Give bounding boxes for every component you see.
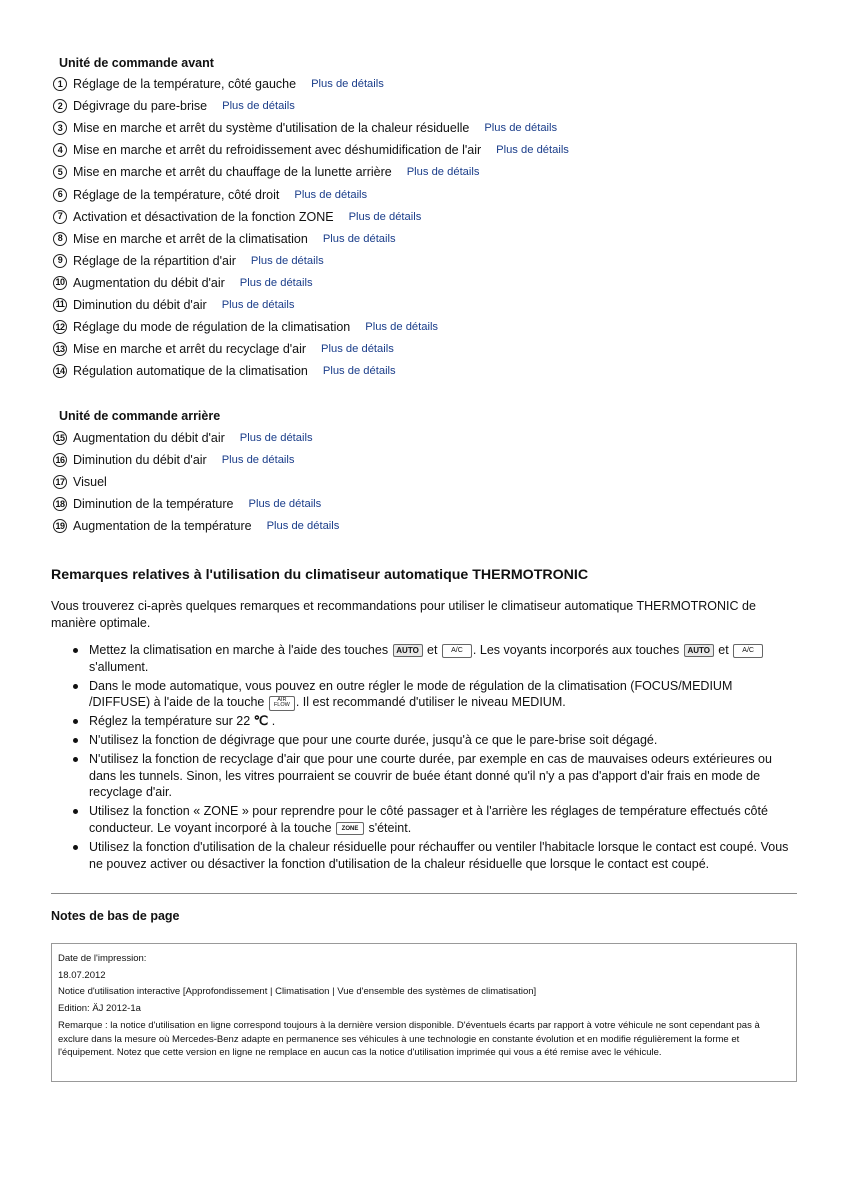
- more-details-link[interactable]: Plus de détails: [221, 454, 295, 467]
- bullet-icon: [73, 738, 78, 743]
- manual-reference: Notice d'utilisation interactive [Approfondissement | Climatisation | Vue d'ensemble des systèmes de climatisation]: [58, 986, 537, 998]
- circled-number-icon: 6: [53, 188, 67, 202]
- circled-number-icon: 4: [53, 143, 67, 157]
- circled-number-icon: 19: [53, 519, 67, 533]
- more-details-link[interactable]: Plus de détails: [348, 210, 422, 223]
- bullet-icon: [73, 757, 78, 762]
- item-label: Régulation automatique de la climatisation: [73, 364, 308, 379]
- bullet-icon: [73, 684, 78, 689]
- list-item: Dans le mode automatique, vous pouvez en outre régler le mode de régulation de la climatisation (FOCUS/MEDIUM /DIFFUSE) à l'aide de la touche AIR FLOW . Il est recommandé d'utiliser le niveau MEDIUM.: [73, 678, 793, 712]
- item-label: Mise en marche et arrêt du système d'utilisation de la chaleur résiduelle: [73, 121, 470, 136]
- list-item: [53, 427, 339, 449]
- circled-number-icon: 12: [53, 320, 67, 334]
- item-label: Réglage du mode de régulation de la climatisation: [73, 320, 351, 335]
- circled-number-icon: 2: [53, 99, 67, 113]
- circled-number-icon: 3: [53, 121, 67, 135]
- circled-number-icon: 7: [53, 210, 67, 224]
- remarks-list: [73, 642, 793, 874]
- more-details-link[interactable]: Plus de détails: [321, 343, 394, 356]
- bullet-icon: [73, 719, 78, 724]
- list-item: [53, 95, 569, 117]
- bullet-icon: [73, 809, 78, 814]
- more-details-link[interactable]: Plus de détails: [311, 78, 384, 91]
- more-details-link[interactable]: Plus de détails: [322, 365, 396, 378]
- ac-key-icon: A/C: [733, 644, 763, 658]
- list-item: [53, 471, 339, 493]
- list-item: [53, 161, 569, 183]
- footnotes-title: Notes de bas de page: [51, 909, 180, 923]
- front-unit-list: [53, 73, 569, 382]
- circled-number-icon: 9: [53, 254, 67, 268]
- list-item: N'utilisez la fonction de recyclage d'air que pour une courte durée, par exemple en cas de mauvaises odeurs extérieures ou dans les tunnels. Sinon, les vitres pourraient se couvrir de buée étant donné qu'il n'y a pas d'apport d'air frais en mode de recyclage d'air.: [73, 751, 793, 801]
- more-details-link[interactable]: Plus de détails: [239, 276, 313, 289]
- item-label: Diminution du débit d'air: [73, 297, 207, 312]
- more-details-link[interactable]: Plus de détails: [250, 254, 324, 267]
- auto-key-icon: AUTO: [393, 644, 423, 657]
- item-label: Réglage de la répartition d'air: [73, 253, 236, 268]
- item-label: Diminution du débit d'air: [73, 453, 207, 468]
- list-item: N'utilisez la fonction de dégivrage que pour une courte durée, jusqu'à ce que le pare-brise soit dégagé.: [73, 732, 793, 749]
- item-label: Augmentation du débit d'air: [73, 431, 225, 446]
- item-label: Mise en marche et arrêt du recyclage d'air: [73, 342, 307, 357]
- list-item: Utilisez la fonction « ZONE » pour reprendre pour le côté passager et à l'arrière les réglages de température effectués côté conducteur. Le voyant incorporé à la touche ZONE s'éteint.: [73, 803, 793, 837]
- list-item: Réglez la température sur 22 ℃ .: [73, 713, 793, 730]
- zone-key-icon: ZONE: [336, 822, 364, 835]
- disclaimer: Remarque : la notice d'utilisation en ligne correspond toujours à la dernière version disponible. D'éventuels écarts par rapport à votre véhicule ne sont cependant pas à exclure dans la mesure où Mercedes-Benz adapte en permanence ses véhicules à une technologie en constante évolution et en modifie régulièrement la forme et l'équipement. Notez que cette version en ligne ne remplace en aucun cas la notice d'utilisation imprimée qui vous a été remise avec le véhicule.: [58, 1020, 760, 1059]
- more-details-link[interactable]: Plus de détails: [221, 298, 295, 311]
- circled-number-icon: 5: [53, 165, 67, 179]
- item-label: Mise en marche et arrêt du refroidissement avec déshumidification de l'air: [73, 143, 482, 158]
- list-item: [53, 139, 569, 161]
- more-details-link[interactable]: Plus de détails: [239, 432, 313, 445]
- more-details-link[interactable]: Plus de détails: [322, 232, 396, 245]
- print-date-label: Date de l'impression:: [58, 953, 147, 964]
- bullet-icon: [73, 845, 78, 850]
- item-label: Dégivrage du pare-brise: [73, 99, 208, 114]
- list-item: Mettez la climatisation en marche à l'aide des touches AUTO et A/C . Les voyants incorporés aux touches AUTO et A/C s'allument.: [73, 642, 793, 676]
- list-item: [53, 183, 569, 205]
- remarks-heading: Remarques relatives à l'utilisation du climatiseur automatique THERMOTRONIC: [51, 567, 589, 583]
- circled-number-icon: 13: [53, 342, 67, 356]
- list-item: [53, 228, 569, 250]
- edition: Edition: ÄJ 2012-1a: [58, 1002, 141, 1014]
- divider: [51, 893, 797, 894]
- rear-unit-title: Unité de commande arrière: [59, 409, 221, 423]
- circled-number-icon: 11: [53, 298, 67, 312]
- auto-key-icon: AUTO: [684, 644, 714, 657]
- circled-number-icon: 1: [53, 77, 67, 91]
- circled-number-icon: 18: [53, 497, 67, 511]
- front-unit-title: Unité de commande avant: [59, 56, 214, 70]
- list-item: [53, 73, 569, 95]
- list-item: [53, 117, 569, 139]
- circled-number-icon: 15: [53, 431, 67, 445]
- item-label: Diminution de la température: [73, 497, 234, 512]
- more-details-link[interactable]: Plus de détails: [222, 100, 295, 113]
- list-item: [53, 493, 339, 515]
- more-details-link[interactable]: Plus de détails: [496, 144, 569, 157]
- list-item: [53, 206, 569, 228]
- item-label: Activation et désactivation de la fonction ZONE: [73, 209, 334, 224]
- remarks-intro: Vous trouverez ci-après quelques remarques et recommandations pour utiliser le climatiseur automatique THERMOTRONIC de manière optimale.: [51, 599, 756, 630]
- list-item: [53, 449, 339, 471]
- item-label: Augmentation du débit d'air: [73, 275, 225, 290]
- circled-number-icon: 17: [53, 475, 67, 489]
- celsius-unit: ℃: [253, 713, 269, 729]
- item-label: Visuel: [73, 475, 107, 490]
- item-label: Réglage de la température, côté gauche: [73, 77, 297, 92]
- more-details-link[interactable]: Plus de détails: [406, 166, 480, 179]
- ac-key-icon: A/C: [442, 644, 472, 658]
- list-item: [53, 360, 569, 382]
- list-item: [53, 515, 339, 537]
- circled-number-icon: 8: [53, 232, 67, 246]
- list-item: [53, 316, 569, 338]
- bullet-icon: [73, 648, 78, 653]
- list-item: [53, 250, 569, 272]
- print-date: 18.07.2012: [58, 969, 106, 981]
- more-details-link[interactable]: Plus de détails: [484, 122, 558, 135]
- list-item: Utilisez la fonction d'utilisation de la chaleur résiduelle pour réchauffer ou ventiler l'habitacle lorsque le contact est coupé. Vous ne pouvez activer ou désactiver la fonction d'utilisation de la chaleur résiduelle que lorsque le contact est coupé.: [73, 839, 793, 873]
- list-item: [53, 272, 569, 294]
- circled-number-icon: 10: [53, 276, 67, 290]
- item-label: Réglage de la température, côté droit: [73, 187, 280, 202]
- footnotes-box: [51, 943, 797, 1082]
- air-flow-key-icon: AIR FLOW: [269, 696, 295, 711]
- more-details-link[interactable]: Plus de détails: [266, 520, 340, 533]
- list-item: [53, 294, 569, 316]
- circled-number-icon: 16: [53, 453, 67, 467]
- more-details-link[interactable]: Plus de détails: [365, 321, 439, 334]
- more-details-link[interactable]: Plus de détails: [248, 498, 322, 511]
- item-label: Mise en marche et arrêt de la climatisation: [73, 231, 308, 246]
- rear-unit-list: [53, 427, 339, 537]
- more-details-link[interactable]: Plus de détails: [294, 188, 368, 201]
- circled-number-icon: 14: [53, 364, 67, 378]
- list-item: [53, 338, 569, 360]
- item-label: Mise en marche et arrêt du chauffage de la lunette arrière: [73, 165, 392, 180]
- item-label: Augmentation de la température: [73, 519, 252, 534]
